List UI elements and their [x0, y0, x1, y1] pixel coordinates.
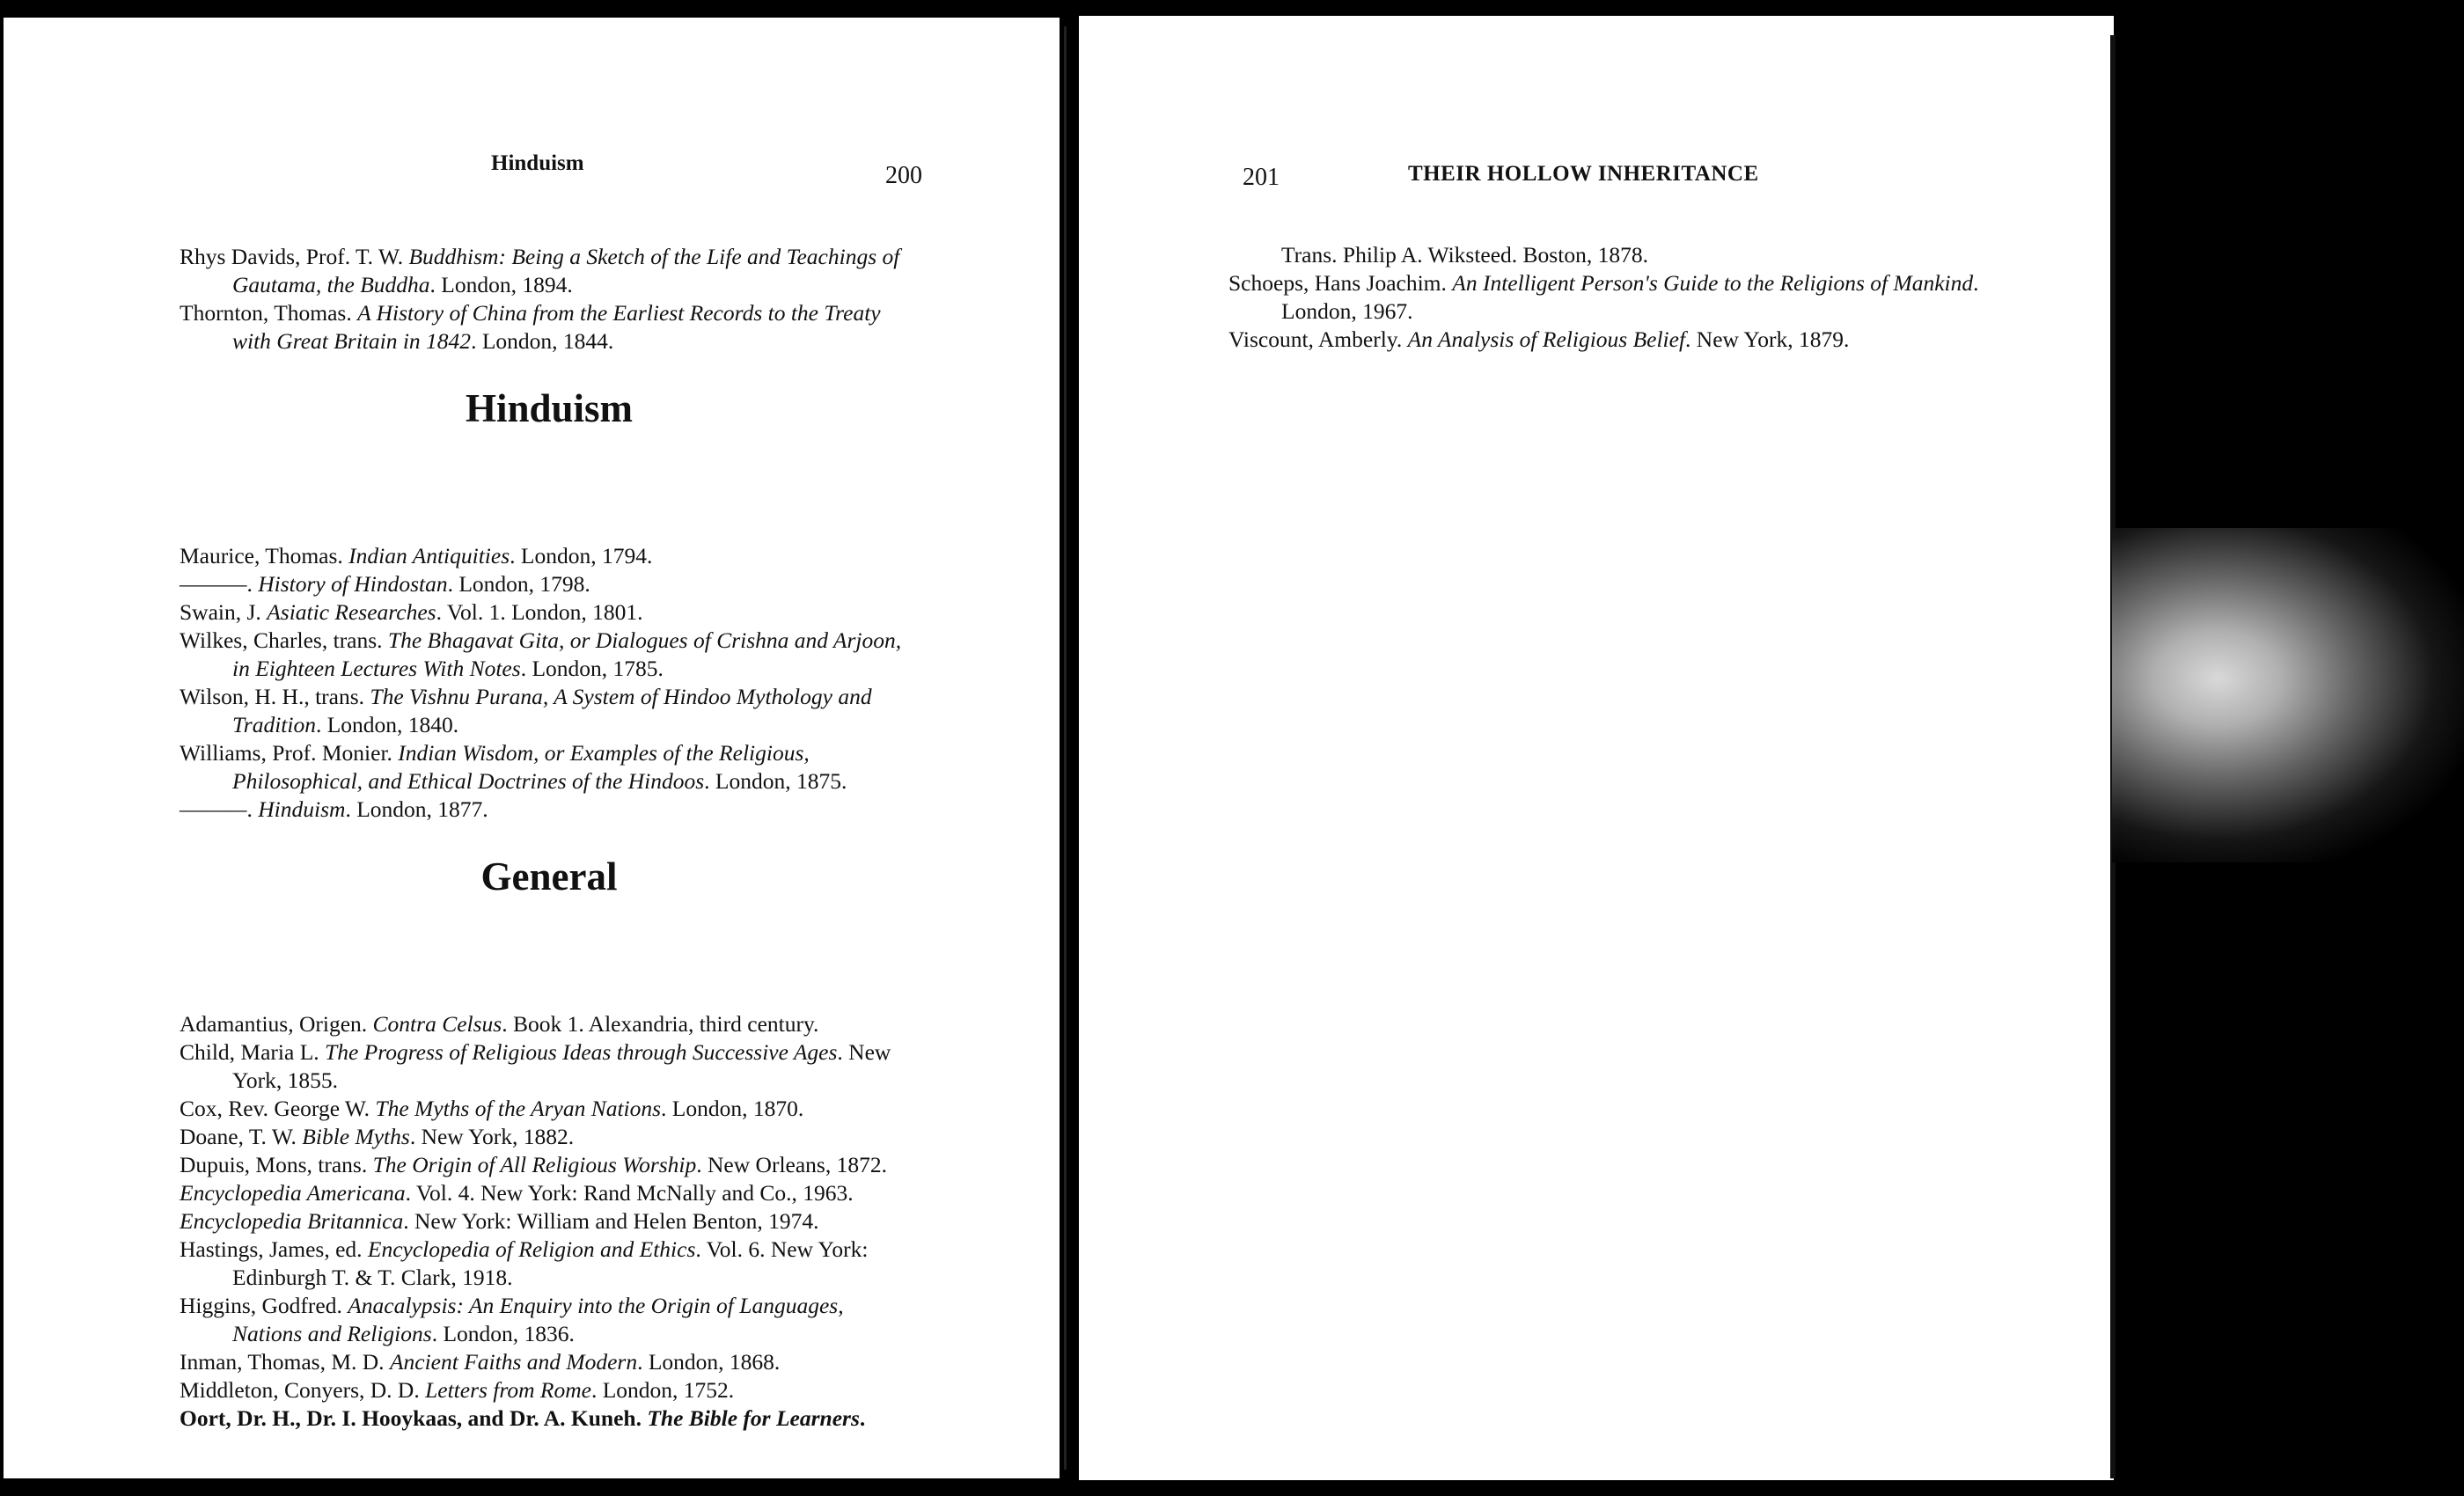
entry-details: .: [859, 1405, 866, 1431]
entry-author: Oort, Dr. H., Dr. I. Hooykaas, and Dr. A. Kuneh.: [180, 1405, 648, 1431]
entry-details: . London, 1794.: [510, 543, 653, 568]
entry-title: Letters from Rome: [425, 1377, 591, 1403]
bibliography-entry: [180, 1095, 919, 1123]
entry-author: Wilkes, Charles, trans.: [180, 627, 388, 653]
entry-title: Encyclopedia of Religion and Ethics: [367, 1236, 696, 1262]
bibliography-entry: [180, 1376, 919, 1404]
entry-author: Swain, J.: [180, 599, 268, 625]
scan-shadow: [2112, 528, 2464, 862]
entry-author: Hastings, James, ed.: [180, 1236, 368, 1262]
entry-author: Higgins, Godfred.: [180, 1293, 348, 1318]
entry-title: Buddhism: Being a Sketch of the Life and Teachings of Gautama, the Buddha: [232, 244, 900, 297]
bibliography-entry: [180, 1010, 919, 1038]
right-page: [1079, 16, 2114, 1480]
gutter-divider: [1064, 26, 1067, 1470]
bibliography-entry: [180, 1292, 919, 1348]
entry-title: Encyclopedia Americana: [180, 1180, 406, 1206]
entry-details: . London, 1875.: [704, 768, 847, 794]
bibliography-entry: [180, 1179, 919, 1207]
entry-title: The Vishnu Purana, A System of Hindoo Mythology and Tradition: [232, 684, 872, 737]
entry-details: Trans. Philip A. Wiksteed. Boston, 1878.: [1281, 242, 1648, 268]
entry-title: Asiatic Researches: [267, 599, 436, 625]
entry-details: . Vol. 6. New York: Edinburgh T. & T. Clark, 1918.: [232, 1236, 869, 1290]
entry-details: . London, 1844.: [471, 328, 614, 354]
bibliography-entry: [180, 1038, 919, 1095]
bibliography-entry: [180, 796, 919, 824]
entry-title: Anacalypsis: An Enquiry into the Origin of Languages, Nations and Religions: [232, 1293, 844, 1346]
entry-author: Child, Maria L.: [180, 1039, 326, 1065]
entry-author: Wilson, H. H., trans.: [180, 684, 370, 709]
bibliography-entry: [180, 1123, 919, 1151]
entry-details: . New York: William and Helen Benton, 1974.: [403, 1208, 819, 1234]
entry-details: . London, 1967.: [1281, 270, 1979, 324]
bibliography-entry: [180, 683, 919, 739]
entry-details: . London, 1868.: [637, 1349, 781, 1375]
entry-details: . London, 1894.: [429, 272, 573, 297]
entry-details: . Vol. 1. London, 1801.: [436, 599, 643, 625]
entry-author: Rhys Davids, Prof. T. W.: [180, 244, 409, 269]
entry-author: Cox, Rev. George W.: [180, 1096, 376, 1121]
entry-details: . New York, 1855.: [232, 1039, 891, 1093]
bibliography-entry: [180, 1404, 919, 1433]
entry-title: The Progress of Religious Ideas through Successive Ages: [325, 1039, 838, 1065]
bibliography-entry: [180, 598, 919, 627]
entry-title: The Bible for Learners: [647, 1405, 860, 1431]
entry-author: Thornton, Thomas.: [180, 300, 358, 326]
running-head-right: THEIR HOLLOW INHERITANCE: [1408, 162, 1759, 186]
bibliography-entry: [180, 542, 919, 570]
entry-author: Schoeps, Hans Joachim.: [1228, 270, 1453, 296]
entry-title: An Analysis of Religious Belief: [1407, 326, 1686, 352]
entry-title: Ancient Faiths and Modern: [389, 1349, 638, 1375]
entry-details: . London, 1798.: [447, 571, 590, 597]
entries-hinduism: [180, 542, 919, 824]
entry-title: Encyclopedia Britannica: [180, 1208, 404, 1234]
entry-author: ———.: [180, 571, 259, 597]
page-number-right: 201: [1243, 164, 1280, 191]
bibliography-entry: [180, 627, 919, 683]
entry-details: . London, 1877.: [345, 796, 488, 822]
entry-details: . London, 1785.: [520, 656, 664, 681]
entries-top: [180, 243, 919, 356]
bibliography-entry: [180, 739, 919, 796]
bibliography-entry: [1228, 241, 2020, 269]
entry-title: An Intelligent Person's Guide to the Religions of Mankind: [1452, 270, 1974, 296]
entries-right: [1228, 241, 2020, 354]
entry-details: . London, 1836.: [431, 1321, 575, 1346]
entry-title: The Myths of the Aryan Nations: [375, 1096, 662, 1121]
entry-details: . New Orleans, 1872.: [696, 1152, 887, 1177]
entry-author: Doane, T. W.: [180, 1124, 303, 1149]
bibliography-entry: [1228, 326, 2020, 354]
entry-details: . New York, 1882.: [409, 1124, 575, 1149]
page-number-left: 200: [885, 162, 922, 189]
entry-title: History of Hindostan: [258, 571, 448, 597]
section-heading-general: General: [480, 854, 618, 898]
entry-title: Indian Wisdom, or Examples of the Religious, Philosophical, and Ethical Doctrines of the Hindoos: [232, 740, 810, 794]
entry-title: Hinduism: [258, 796, 346, 822]
entry-details: . New York, 1879.: [1685, 326, 1850, 352]
bibliography-entry: [180, 1348, 919, 1376]
entry-title: Indian Antiquities: [348, 543, 510, 568]
entry-author: Williams, Prof. Monier.: [180, 740, 399, 766]
entry-title: The Bhagavat Gita, or Dialogues of Crishna and Arjoon, in Eighteen Lectures With Notes: [232, 627, 902, 681]
entry-author: Maurice, Thomas.: [180, 543, 349, 568]
entry-title: The Origin of All Religious Worship: [372, 1152, 697, 1177]
section-heading-hinduism: Hinduism: [465, 386, 634, 430]
entry-title: A History of China from the Earliest Records to the Treaty with Great Britain in 1842: [232, 300, 881, 354]
entry-author: ———.: [180, 796, 259, 822]
left-page: [4, 18, 1060, 1478]
entry-details: . London, 1752.: [590, 1377, 735, 1403]
entry-title: Contra Celsus: [372, 1011, 502, 1037]
bibliography-entry: [180, 1236, 919, 1292]
entry-author: Middleton, Conyers, D. D.: [180, 1377, 426, 1403]
entry-author: Viscount, Amberly.: [1228, 326, 1408, 352]
entry-author: Dupuis, Mons, trans.: [180, 1152, 373, 1177]
bibliography-entry: [180, 1207, 919, 1236]
bibliography-entry: [180, 299, 919, 356]
entry-title: Bible Myths: [302, 1124, 410, 1149]
bibliography-entry: [180, 1151, 919, 1179]
bibliography-entry: [180, 243, 919, 299]
running-head-left: Hinduism: [491, 151, 584, 175]
entry-details: . London, 1870.: [661, 1096, 804, 1121]
bibliography-entry: [180, 570, 919, 598]
entry-author: Adamantius, Origen.: [180, 1011, 373, 1037]
entry-details: . London, 1840.: [315, 712, 459, 737]
entries-general: [180, 1010, 919, 1433]
entry-details: . Book 1. Alexandria, third century.: [502, 1011, 819, 1037]
entry-details: . Vol. 4. New York: Rand McNally and Co., 1963.: [405, 1180, 854, 1206]
entry-author: Inman, Thomas, M. D.: [180, 1349, 390, 1375]
bibliography-entry: [1228, 269, 2020, 326]
